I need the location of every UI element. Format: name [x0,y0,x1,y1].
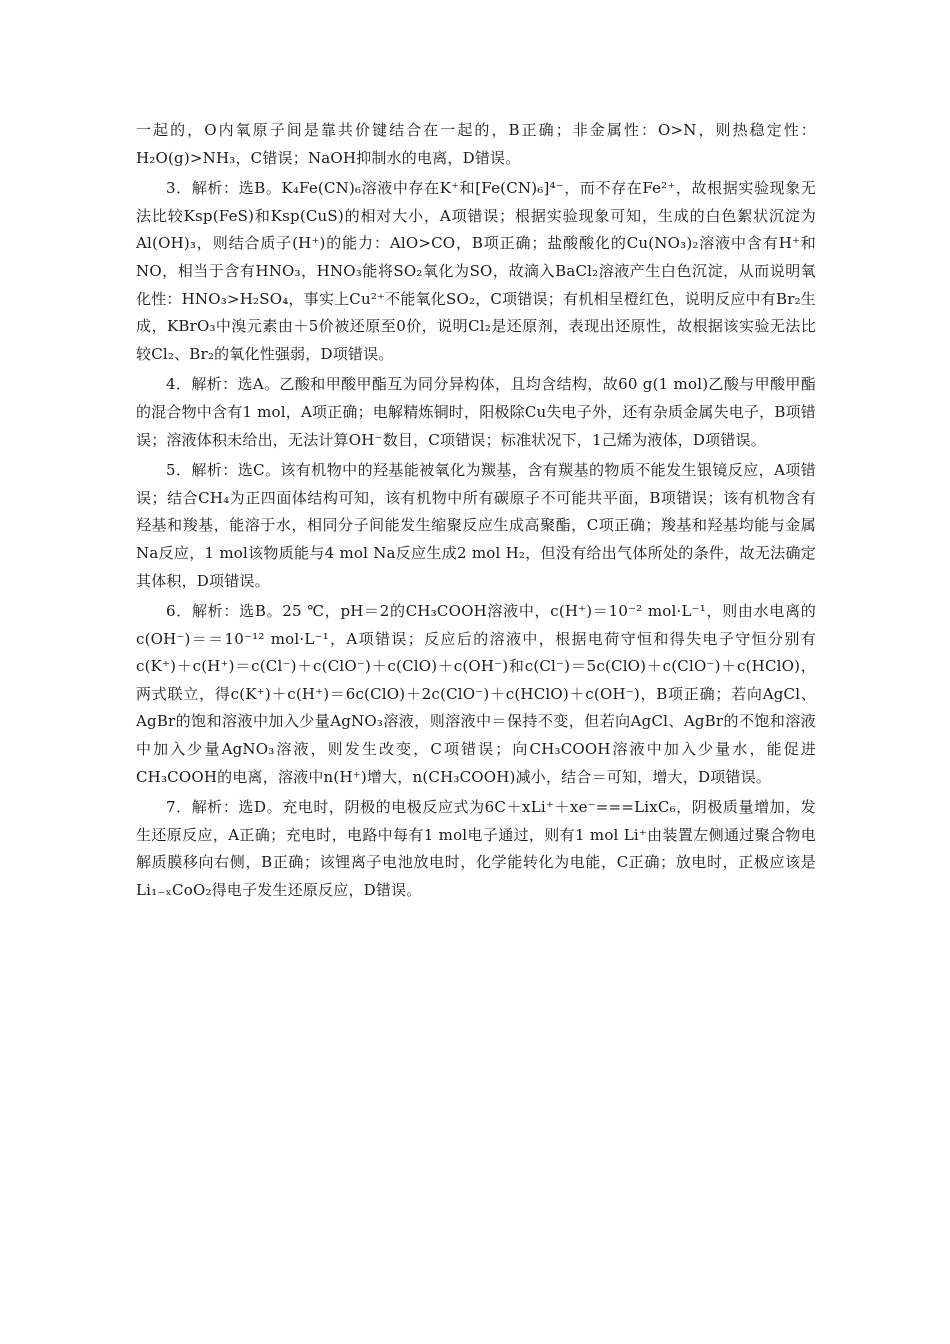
document-body [136,117,816,908]
paragraph-continuation: 一起的，O内氧原子间是靠共价键结合在一起的，B正确；非金属性：O>N，则热稳定性：H₂O(g)>NH₃，C错误；NaOH抑制水的电离，D错误。 [136,121,816,167]
answer-7-paragraph: 7．解析：选D。充电时，阴极的电极反应式为6C＋xLi⁺＋xe⁻===LixC₆，阴极质量增加，发生还原反应，A正确；充电时，电路中每有1 mol电子通过，则有1 mol Li⁺由装置左侧通过聚合物电解质膜移向右侧，B正确；该锂离子电池放电时，化学能转化为电能，C正确；放电时，正极应该是Li₁₋ₓCoO₂得电子发生还原反应，D错误。 [136,798,816,900]
answer-5-paragraph: 5．解析：选C。该有机物中的羟基能被氧化为羰基，含有羰基的物质不能发生银镜反应，A项错误；结合CH₄为正四面体结构可知，该有机物中所有碳原子不可能共平面，B项错误；该有机物含有羟基和羧基，能溶于水，相同分子间能发生缩聚反应生成高聚酯，C项正确；羧基和羟基均能与金属Na反应，1 mol该物质能与4 mol Na反应生成2 mol H₂，但没有给出气体所处的条件，故无法确定其体积，D项错误。 [136,461,816,590]
answer-3-paragraph: 3．解析：选B。K₄Fe(CN)₆溶液中存在K⁺和[Fe(CN)₆]⁴⁻，而不存在Fe²⁺，故根据实验现象无法比较Ksp(FeS)和Ksp(CuS)的相对大小，A项错误；根据实验现象可知，生成的白色絮状沉淀为Al(OH)₃，则结合质子(H⁺)的能力：AlO>CO，B项正确；盐酸酸化的Cu(NO₃)₂溶液中含有H⁺和NO，相当于含有HNO₃，HNO₃能将SO₂氧化为SO，故滴入BaCl₂溶液产生白色沉淀，从而说明氧化性：HNO₃>H₂SO₄，事实上Cu²⁺不能氧化SO₂，C项错误；有机相呈橙红色，说明反应中有Br₂生成，KBrO₃中溴元素由＋5价被还原至0价，说明Cl₂是还原剂，表现出还原性，故根据该实验无法比较Cl₂、Br₂的氧化性强弱，D项错误。 [136,179,816,363]
answer-4-paragraph: 4．解析：选A。乙酸和甲酸甲酯互为同分异构体，且均含结构，故60 g(1 mol)乙酸与甲酸甲酯的混合物中含有1 mol，A项正确；电解精炼铜时，阳极除Cu失电子外，还有杂质金属失电子，B项错误；溶液体积未给出，无法计算OH⁻数目，C项错误；标准状况下，1己烯为液体，D项错误。 [136,375,816,449]
answer-6-paragraph: 6．解析：选B。25 ℃，pH＝2的CH₃COOH溶液中，c(H⁺)＝10⁻² mol·L⁻¹，则由水电离的c(OH⁻)＝＝10⁻¹² mol·L⁻¹，A项错误；反应后的溶液中，根据电荷守恒和得失电子守恒分别有c(K⁺)＋c(H⁺)＝c(Cl⁻)＋c(ClO⁻)＋c(ClO)＋c(OH⁻)和c(Cl⁻)＝5c(ClO)＋c(ClO⁻)＋c(HClO)，两式联立，得c(K⁺)＋c(H⁺)＝6c(ClO)＋2c(ClO⁻)＋c(HClO)＋c(OH⁻)，B项正确；若向AgCl、AgBr的饱和溶液中加入少量AgNO₃溶液，则溶液中＝保持不变，但若向AgCl、AgBr的不饱和溶液中加入少量AgNO₃溶液，则发生改变，C项错误；向CH₃COOH溶液中加入少量水，能促进CH₃COOH的电离，溶液中n(H⁺)增大，n(CH₃COOH)减小，结合＝可知，增大，D项错误。 [136,602,816,786]
